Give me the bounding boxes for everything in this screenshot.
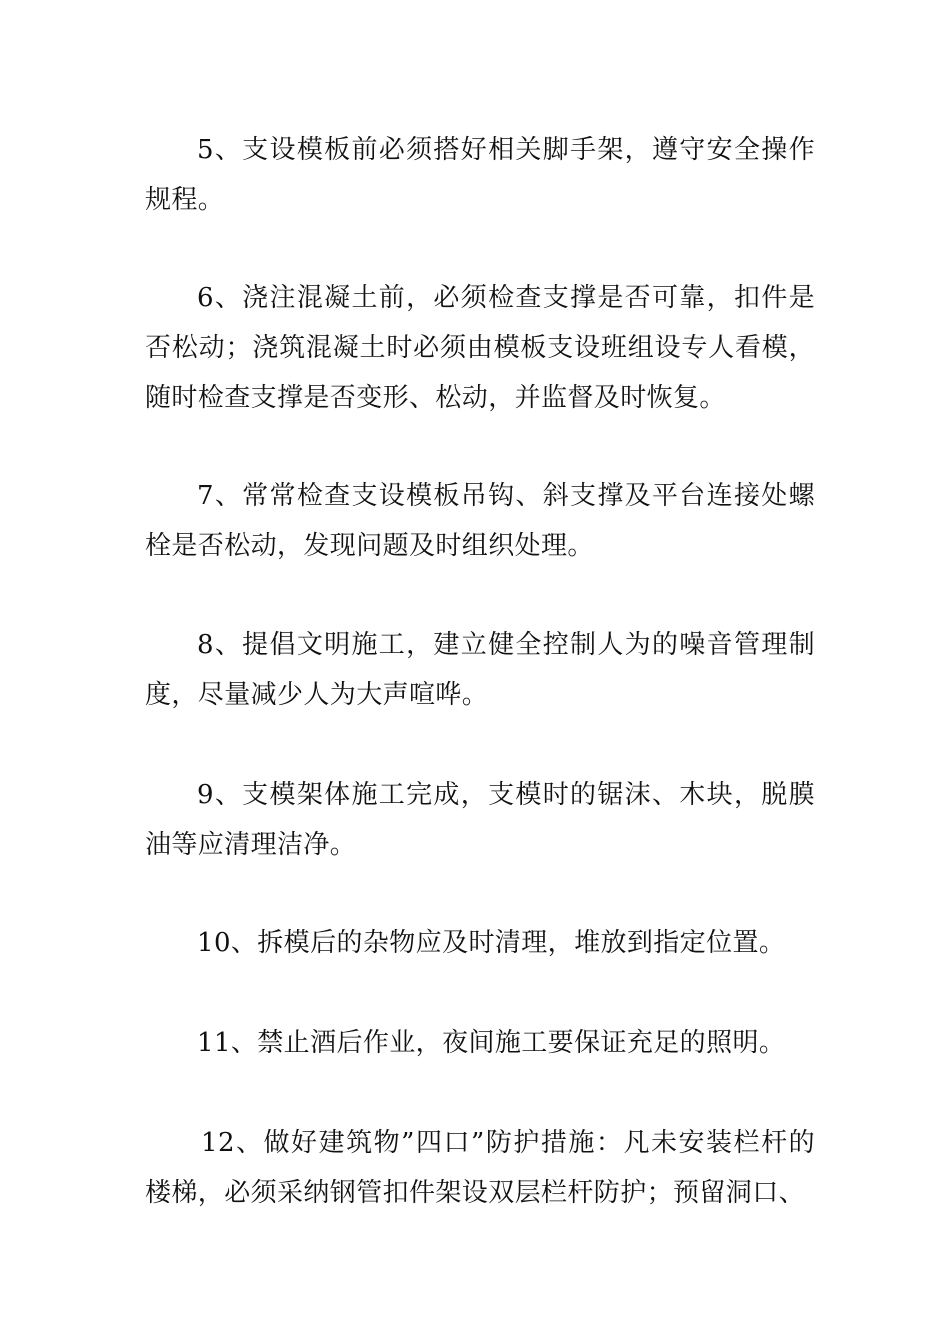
paragraph-item-6: 6、浇注混凝土前，必须检查支撑是否可靠，扣件是否松动；浇筑混凝土时必须由模板支设班组设专人看模，随时检查支撑是否变形、松动，并监督及时恢复。 (145, 283, 815, 413)
paragraph-item-11: 11、禁止酒后作业，夜间施工要保证充足的照明。 (197, 1028, 786, 1058)
paragraph-item-9: 9、支模架体施工完成，支模时的锯沫、木块，脱膜油等应清理洁净。 (145, 780, 815, 860)
paragraph-item-8: 8、提倡文明施工，建立健全控制人为的噪音管理制度，尽量减少人为大声喧哗。 (145, 630, 815, 710)
paragraph-item-10: 10、拆模后的杂物应及时清理，堆放到指定位置。 (197, 928, 786, 958)
paragraph-item-12: 12、做好建筑物”四口”防护措施：凡未安装栏杆的楼梯，必须采纳钢管扣件架设双层栏杆防护；预留洞口、 (145, 1128, 815, 1208)
paragraph-item-5: 5、支设模板前必须搭好相关脚手架，遵守安全操作规程。 (145, 135, 815, 215)
paragraph-item-7: 7、常常检查支设模板吊钩、斜支撑及平台连接处螺栓是否松动，发现问题及时组织处理。 (145, 481, 815, 561)
